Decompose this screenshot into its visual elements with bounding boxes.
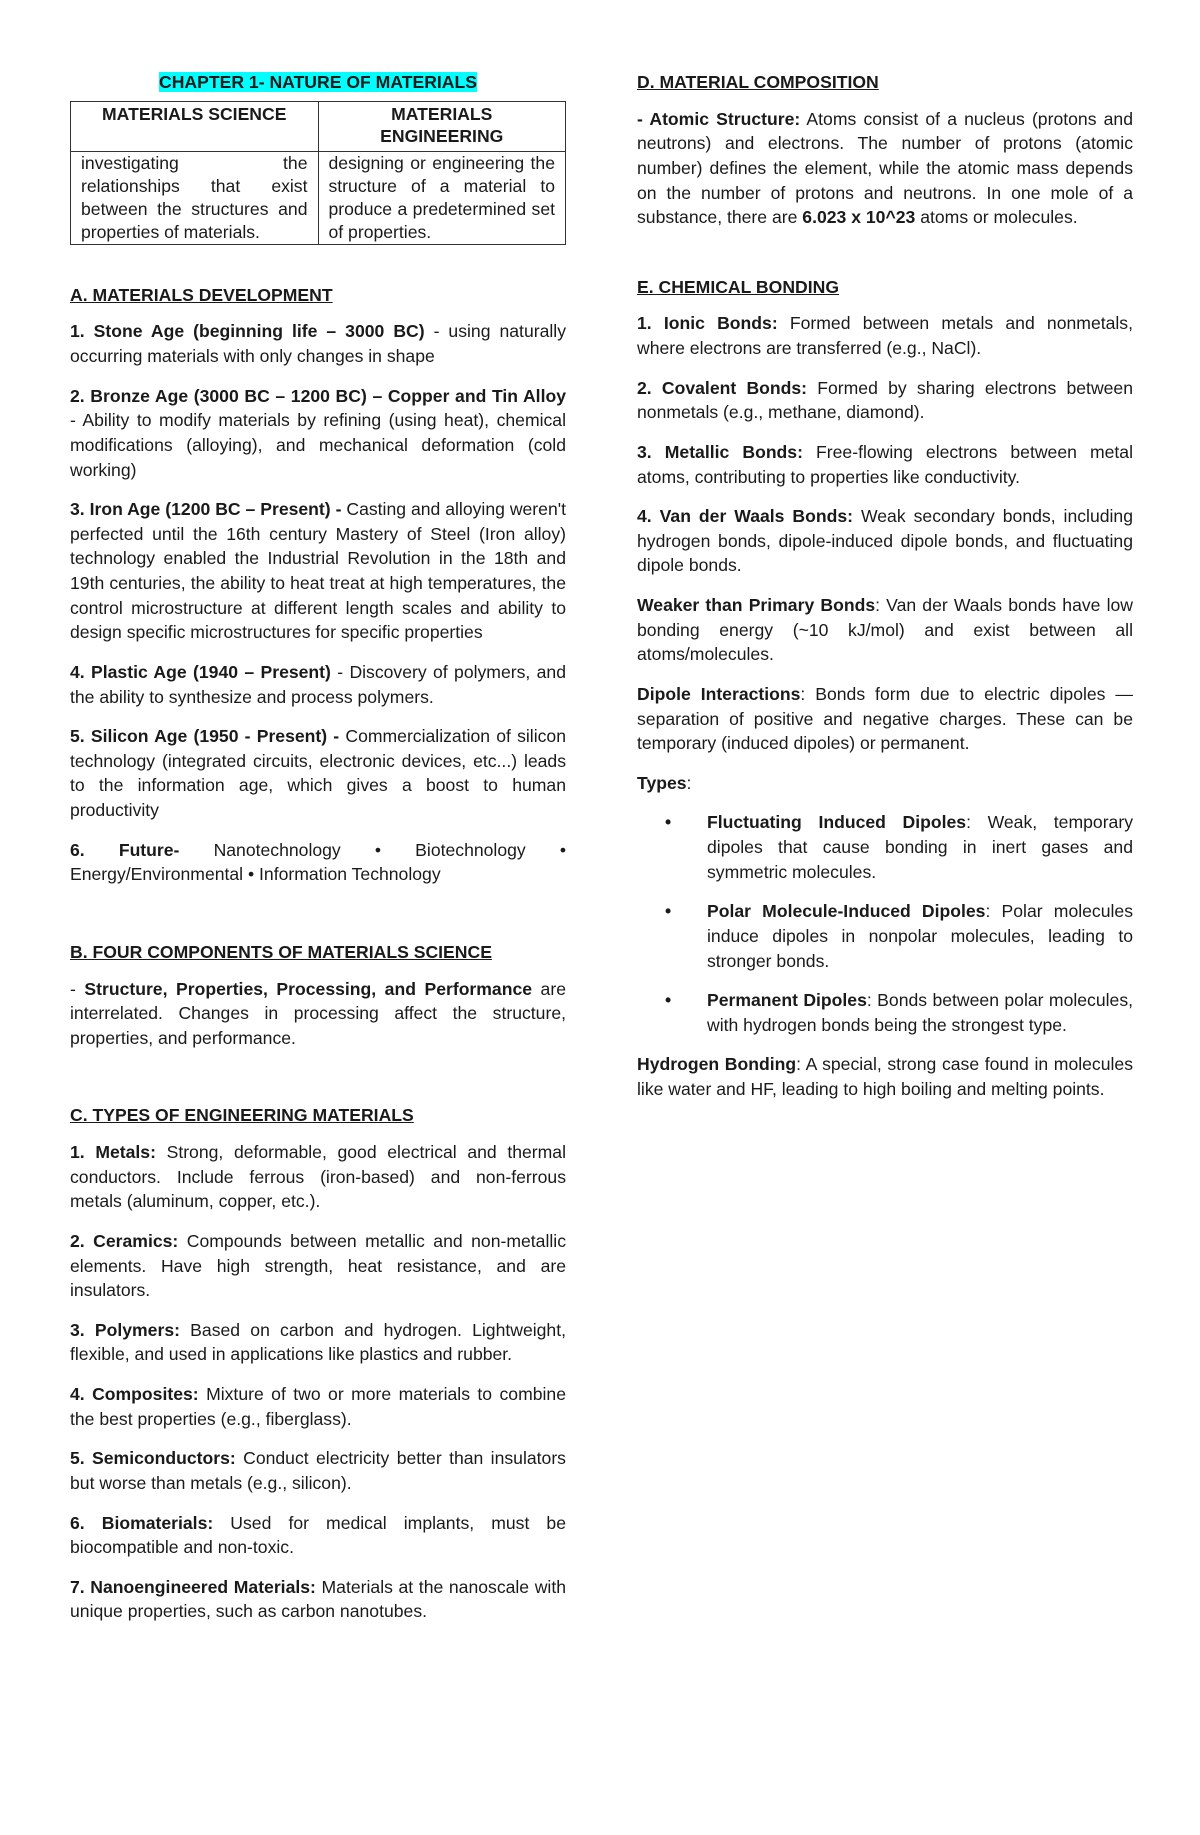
list-item: • Fluctuating Induced Dipoles: Weak, temporary dipoles that cause bonding in inert gases and symmetric molecules. [665, 812, 1133, 882]
bullet-icon: • [665, 990, 672, 1011]
table-header-engineering: MATERIALS ENGINEERING [318, 101, 566, 152]
list-item: 5. Silicon Age (1950 - Present) - Commercialization of silicon technology (integrated circuits, electronic devices, etc...) leads to the information age, which gives a boost to human productivity [70, 726, 566, 821]
list-item: 3. Metallic Bonds: Free-flowing electrons between metal atoms, contributing to properties like conductivity. [637, 441, 1133, 487]
section-d-heading: D. MATERIAL COMPOSITION [637, 72, 879, 92]
list-item: • Permanent Dipoles: Bonds between polar molecules, with hydrogen bonds being the strongest type. [665, 990, 1134, 1035]
list-item: 4. Van der Waals Bonds: Weak secondary bonds, including hydrogen bonds, dipole-induced dipole bonds, and fluctuating dipole bonds. [637, 506, 1133, 576]
left-column [70, 70, 566, 1639]
types-label: Types: [637, 772, 692, 793]
list-item: 6. Biomaterials: Used for medical implants, must be biocompatible and non-toxic. [70, 1512, 566, 1558]
list-item: 6. Future- Nanotechnology • Biotechnology • Energy/Environmental • Information Technology [70, 839, 567, 885]
spacer [70, 902, 566, 940]
table-header-science: MATERIALS SCIENCE [71, 101, 319, 152]
bullet-icon: • [665, 901, 672, 922]
list-item: 5. Semiconductors: Conduct electricity better than insulators but worse than metals (e.g., silicon). [70, 1448, 566, 1493]
list-item: 2. Ceramics: Compounds between metallic and non-metallic elements. Have high strength, heat resistance, and are insulators. [70, 1230, 566, 1301]
list-item: 7. Nanoengineered Materials: Materials at the nanoscale with unique properties, such as carbon nanotubes. [70, 1576, 566, 1622]
list-item: 3. Iron Age (1200 BC – Present) - Casting and alloying weren't perfected until the 16th century Mastery of Steel (Iron alloy) technology enabled the Industrial Revolution in the 18th and 19th centuries, the ability to heat treat at high temperatures, the control microstructure at different length scales and ability to design specific microstructures for specific properties [70, 499, 566, 643]
table-cell-engineering: designing or engineering the structure of a material to produce a predetermined set of properties. [318, 152, 566, 244]
list-item: 3. Polymers: Based on carbon and hydrogen. Lightweight, flexible, and used in applications like plastics and rubber. [70, 1319, 566, 1365]
dipole-interactions-text: Dipole Interactions: Bonds form due to electric dipoles —separation of positive and negative charges. These can be temporary (induced dipoles) or permanent. [637, 683, 1134, 754]
section-a-heading: A. MATERIALS DEVELOPMENT [70, 284, 333, 305]
section-e-heading: E. CHEMICAL BONDING [637, 276, 840, 297]
dipole-types-list [637, 810, 1133, 1037]
list-item: • Polar Molecule-Induced Dipoles: Polar molecules induce dipoles in nonpolar molecules, leading to stronger bonds. [665, 901, 1133, 971]
section-b-heading: B. FOUR COMPONENTS OF MATERIALS SCIENCE [70, 941, 492, 962]
section-c-heading: C. TYPES OF ENGINEERING MATERIALS [70, 1105, 414, 1126]
hydrogen-bonding-text: Hydrogen Bonding: A special, strong case found in molecules like water and HF, leading to high boiling and melting points. [637, 1054, 1133, 1099]
list-item: 1. Stone Age (beginning life – 3000 BC) - using naturally occurring materials with only changes in shape [70, 321, 566, 367]
list-item: 1. Ionic Bonds: Formed between metals and nonmetals, where electrons are transferred (e.g., NaCl). [637, 313, 1133, 358]
list-item: 1. Metals: Strong, deformable, good electrical and thermal conductors. Include ferrous (iron-based) and non-ferrous metals (aluminum, copper, etc.). [70, 1142, 566, 1212]
section-d-text: - Atomic Structure: Atoms consist of a nucleus (protons and neutrons) and electrons. The number of protons (atomic number) defines the element, while the atomic mass depends on the number of protons and neutrons. In one mole of a substance, there are 6.023 x 10^23 atoms or molecules. [637, 108, 1134, 228]
section-b-text: - Structure, Properties, Processing, and Performance are interrelated. Changes in processing affect the structure, properties, and performance. [70, 978, 566, 1048]
spacer [637, 245, 1133, 275]
weaker-bonds-text: Weaker than Primary Bonds: Van der Waals bonds have low bonding energy (~10 kJ/mol) and exist between all atoms/molecules. [637, 595, 1133, 665]
spacer [70, 1065, 566, 1103]
chapter-title: CHAPTER 1- NATURE OF MATERIALS [159, 72, 477, 92]
list-item: 4. Composites: Mixture of two or more materials to combine the best properties (e.g., fiberglass). [70, 1384, 566, 1429]
list-item: 2. Bronze Age (3000 BC – 1200 BC) – Copper and Tin Alloy - Ability to modify materials by refining (using heat), chemical modifications (alloying), and mechanical deformation (cold working) [70, 385, 566, 480]
bullet-icon: • [665, 812, 672, 833]
table-cell-science: investigating the relationships that exist between the structures and properties of materials. [71, 152, 319, 244]
comparison-table [70, 101, 566, 245]
list-item: 4. Plastic Age (1940 – Present) - Discovery of polymers, and the ability to synthesize and process polymers. [70, 661, 566, 707]
right-column [637, 70, 1133, 1117]
list-item: 2. Covalent Bonds: Formed by sharing electrons between nonmetals (e.g., methane, diamond). [637, 377, 1133, 423]
